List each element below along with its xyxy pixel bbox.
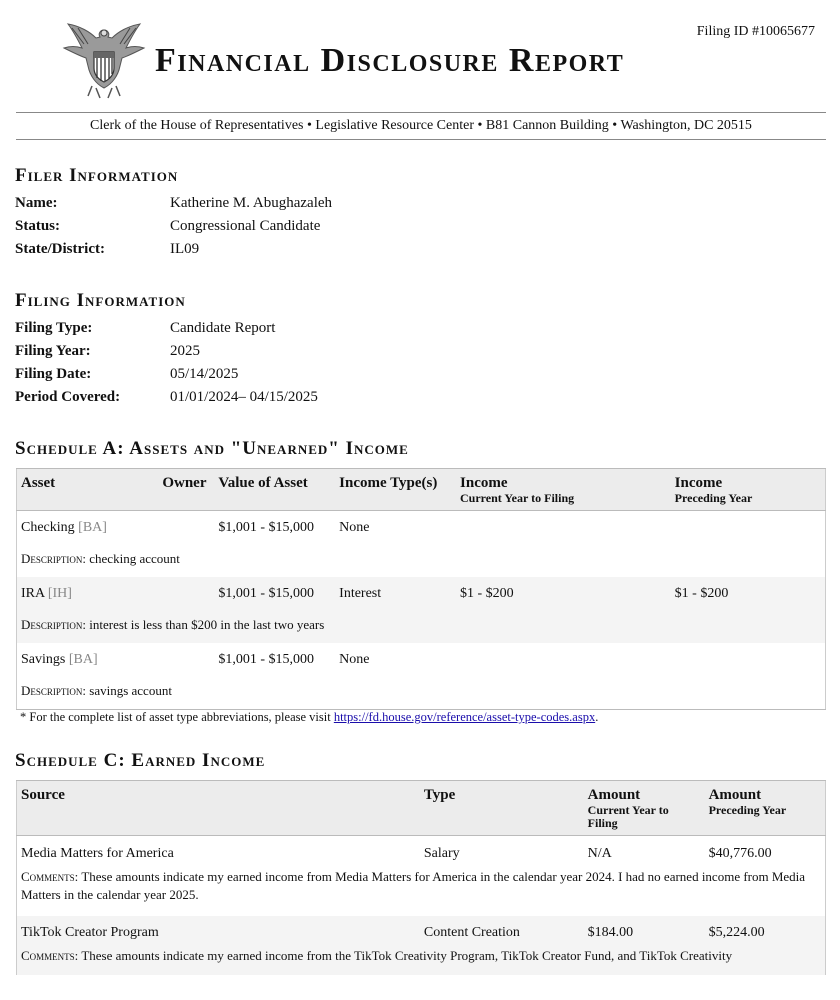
description-cell (17, 551, 826, 577)
comment-text: These amounts indicate my earned income from the TikTok Creativity Program, TikTok Creator Fund, and TikTok Creativity (81, 948, 733, 963)
filing-date-label: Filing Date: (15, 366, 92, 382)
schedule-c-heading: Schedule C: Earned Income (15, 750, 266, 771)
col-source: Source (17, 781, 420, 836)
period-covered-label: Period Covered: (15, 389, 121, 405)
comment-cell (17, 947, 826, 975)
schedule-a-table (16, 468, 826, 710)
table-row (17, 511, 826, 551)
period-covered-value: 01/01/2024– 04/15/2025 (170, 389, 318, 405)
amount-current-cell: N/A (587, 846, 612, 861)
asset-code: [BA] (68, 651, 98, 667)
asset-cell (17, 643, 159, 683)
table-row (17, 836, 826, 869)
report-title: Financial Disclosure Report (155, 42, 625, 79)
filing-year-label: Filing Year: (15, 343, 91, 359)
filing-id: Filing ID #10065677 (696, 24, 815, 39)
asset-name: Checking (21, 520, 75, 535)
asset-codes-footnote (20, 710, 598, 725)
description-text: savings account (89, 682, 172, 698)
type-cell: Salary (423, 846, 460, 861)
income-type-cell: Interest (335, 577, 456, 617)
description-text: interest is less than $200 in the last two years (89, 616, 325, 632)
description-cell (17, 617, 826, 643)
header-divider-top (16, 112, 826, 113)
schedule-a-heading: Schedule A: Assets and "Unearned" Income (15, 438, 409, 459)
income-current-cell (456, 511, 671, 551)
filer-name-label: Name: (15, 195, 58, 211)
comment-cell (17, 868, 826, 916)
filing-date-value: 05/14/2025 (170, 366, 239, 382)
col-asset: Asset (17, 469, 159, 511)
description-text: checking account (89, 550, 180, 566)
filer-district-label: State/District: (15, 241, 105, 257)
filer-district-value: IL09 (170, 241, 200, 257)
description-label: Description: (21, 682, 87, 698)
col-amount-preceding-sub: Preceding Year (708, 803, 787, 817)
col-value: Value of Asset (214, 469, 335, 511)
col-owner: Owner (158, 469, 214, 511)
asset-code: [IH] (47, 585, 72, 601)
description-row (17, 683, 826, 710)
description-cell (17, 683, 826, 710)
asset-codes-link[interactable]: https://fd.house.gov/reference/asset-type-codes.aspx (333, 710, 596, 724)
col-income-current-title: Income (460, 475, 508, 491)
clerk-address-line: Clerk of the House of Representatives • Legislative Resource Center • B81 Cannon Building • Washington, DC 20515 (90, 118, 752, 133)
filing-information-heading: Filing Information (15, 290, 186, 311)
comments-label: Comments: (21, 869, 79, 884)
income-type-cell: None (339, 520, 370, 535)
value-cell: $1,001 - $15,000 (214, 577, 335, 617)
income-current-cell: $1 - $200 (456, 577, 671, 617)
footnote-text: * For the complete list of asset type abbreviations, please visit (20, 710, 334, 724)
description-label: Description: (21, 616, 87, 632)
col-income-current (456, 469, 671, 511)
comment-row (17, 947, 826, 975)
comments-label: Comments: (21, 948, 79, 963)
col-type: Type (420, 781, 584, 836)
owner-cell (158, 643, 214, 683)
col-income-current-sub: Current Year to Filing (460, 491, 575, 505)
col-amount-current-sub: Current Year to Filing (587, 803, 669, 830)
owner-cell (158, 511, 214, 551)
asset-cell (17, 577, 159, 617)
amount-preceding-cell: $40,776.00 (708, 846, 772, 861)
col-income-preceding-title: Income (674, 475, 723, 491)
filing-type-label: Filing Type: (15, 320, 93, 336)
description-label: Description: (21, 550, 87, 566)
source-cell: TikTok Creator Program (17, 916, 420, 947)
comment-row (17, 868, 826, 916)
asset-name: IRA (21, 585, 45, 601)
type-cell: Content Creation (420, 916, 584, 947)
source-cell: Media Matters for America (21, 846, 174, 861)
filer-status-value: Congressional Candidate (170, 218, 321, 234)
col-income-preceding (671, 469, 826, 511)
filer-status-label: Status: (15, 218, 61, 234)
asset-code: [BA] (78, 520, 107, 535)
filer-information-heading: Filer Information (15, 165, 179, 186)
income-preceding-cell: $1 - $200 (671, 577, 826, 617)
col-income-preceding-sub: Preceding Year (674, 491, 753, 505)
description-row (17, 551, 826, 577)
table-row (17, 916, 826, 947)
amount-current-cell: $184.00 (584, 916, 705, 947)
filer-name-value: Katherine M. Abughazaleh (170, 195, 333, 211)
asset-name: Savings (21, 651, 66, 667)
comment-text: These amounts indicate my earned income from Media Matters for America in the calendar year 2024. I had no earned income from Media Matters in the calendar year 2025. (21, 869, 806, 902)
col-amount-current (584, 781, 705, 836)
description-row (17, 617, 826, 643)
income-type-cell: None (339, 651, 370, 667)
table-row (17, 643, 826, 683)
col-amount-preceding (705, 781, 826, 836)
col-amount-current-title: Amount (587, 787, 641, 803)
value-cell: $1,001 - $15,000 (218, 520, 314, 535)
house-seal-eagle-icon (60, 22, 148, 102)
filing-type-value: Candidate Report (170, 320, 276, 336)
header-divider-bottom (16, 139, 826, 140)
table-row (17, 577, 826, 617)
value-cell: $1,001 - $15,000 (218, 651, 314, 667)
schedule-c-header-row (17, 781, 826, 836)
income-preceding-cell (671, 511, 826, 551)
col-income-type: Income Type(s) (335, 469, 456, 511)
col-amount-preceding-title: Amount (708, 787, 762, 803)
amount-preceding-cell: $5,224.00 (705, 916, 826, 947)
schedule-a-header-row (17, 469, 826, 511)
owner-cell (158, 577, 214, 617)
footnote-end: . (595, 710, 599, 724)
asset-cell (17, 511, 159, 551)
schedule-c-table (16, 780, 826, 975)
income-current-cell (456, 643, 671, 683)
filing-year-value: 2025 (170, 343, 200, 359)
income-preceding-cell (671, 643, 826, 683)
